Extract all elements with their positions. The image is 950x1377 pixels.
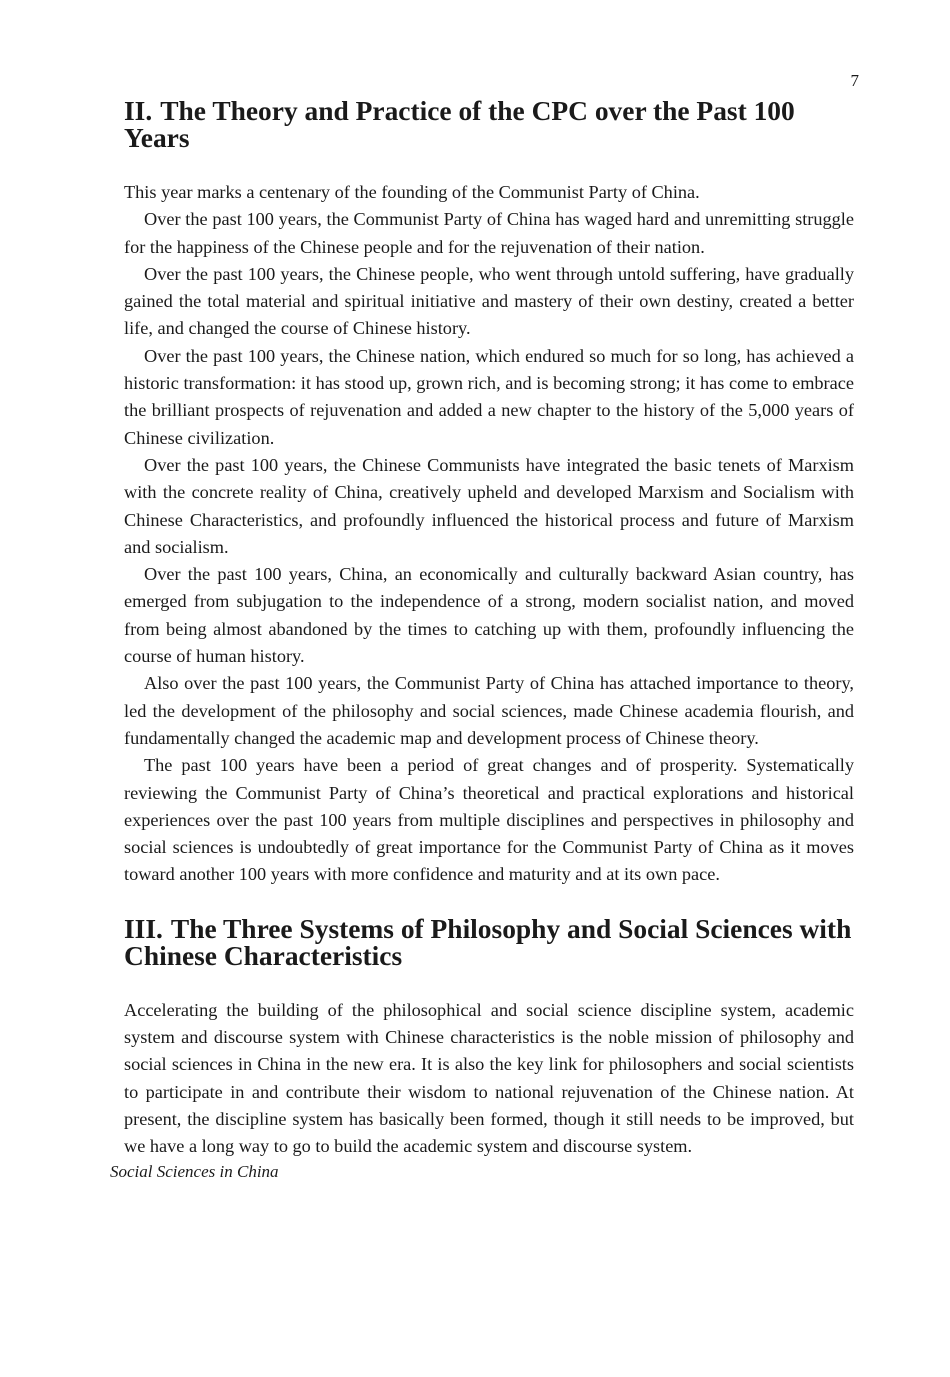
section-two-paragraph-7: Also over the past 100 years, the Communist Party of China has attached importance to theory, led the development of the philosophy and social sciences, made Chinese academia flourish, and fundamentally changed the academic map and development process of Chinese theory. bbox=[124, 673, 854, 748]
section-three-paragraph-1: Accelerating the building of the philosophical and social science discipline system, academic system and discourse system with Chinese characteristics is the noble mission of philosophy and social sciences in China in the new era. It is also the key link for philosophers and social scientists to participate in and contribute their wisdom to national rejuvenation of the Chinese nation. At present, the discipline system has basically been formed, though it still needs to be improved, but we have a long way to go to build the academic system and discourse system. bbox=[124, 999, 854, 1157]
section-spacer bbox=[124, 889, 854, 916]
section-two-title: The Theory and Practice of the CPC over the Past 100 Years bbox=[124, 96, 795, 153]
heading-spacer bbox=[124, 970, 854, 997]
heading-spacer bbox=[124, 152, 854, 179]
section-three-number: III. bbox=[124, 913, 163, 944]
section-two-paragraph-6: Over the past 100 years, China, an economically and culturally backward Asian country, has emerged from subjugation to the independence of a strong, modern socialist nation, and moved from being almost abandoned by the times to catching up with them, profoundly influencing the course of human history. bbox=[124, 564, 854, 667]
section-two-number: II. bbox=[124, 96, 153, 126]
section-two-paragraph-2: Over the past 100 years, the Communist Party of China has waged hard and unremitting struggle for the happiness of the Chinese people and for the rejuvenation of their nation. bbox=[124, 209, 854, 257]
section-two-paragraph-1: This year marks a centenary of the founding of the Communist Party of China. bbox=[124, 182, 700, 202]
page-content bbox=[124, 98, 854, 1161]
page-number: 7 bbox=[850, 71, 859, 90]
section-two-paragraph-4: Over the past 100 years, the Chinese nation, which endured so much for so long, has achieved a historic transformation: it has stood up, grown rich, and is becoming strong; it has come to embrace the brilliant prospects of rejuvenation and added a new chapter to the history of the 5,000 years of Chinese civilization. bbox=[124, 345, 854, 448]
section-three-title: The Three Systems of Philosophy and Social Sciences with Chinese Characteristics bbox=[124, 913, 852, 971]
section-two-paragraph-3: Over the past 100 years, the Chinese people, who went through untold suffering, have gradually gained the total material and spiritual initiative and mastery of their own destiny, created a better life, and changed the course of Chinese history. bbox=[124, 263, 854, 339]
journal-footer: Social Sciences in China bbox=[110, 1162, 279, 1181]
section-two-paragraph-5: Over the past 100 years, the Chinese Communists have integrated the basic tenets of Marxism with the concrete reality of China, creatively upheld and developed Marxism and Socialism with Chinese Characteristics, and profoundly influenced the historical process and future of Marxism and socialism. bbox=[124, 454, 854, 557]
section-two-paragraph-8: The past 100 years have been a period of great changes and of prosperity. Systematically reviewing the Communist Party of China’s theoretical and practical explorations and historical experiences over the past 100 years from multiple disciplines and perspectives in philosophy and social sciences is undoubtedly of great importance for the Communist Party of China as it moves toward another 100 years with more confidence and maturity and at its own pace. bbox=[124, 755, 854, 885]
section-two-heading bbox=[124, 98, 854, 152]
section-three-heading bbox=[124, 913, 854, 971]
